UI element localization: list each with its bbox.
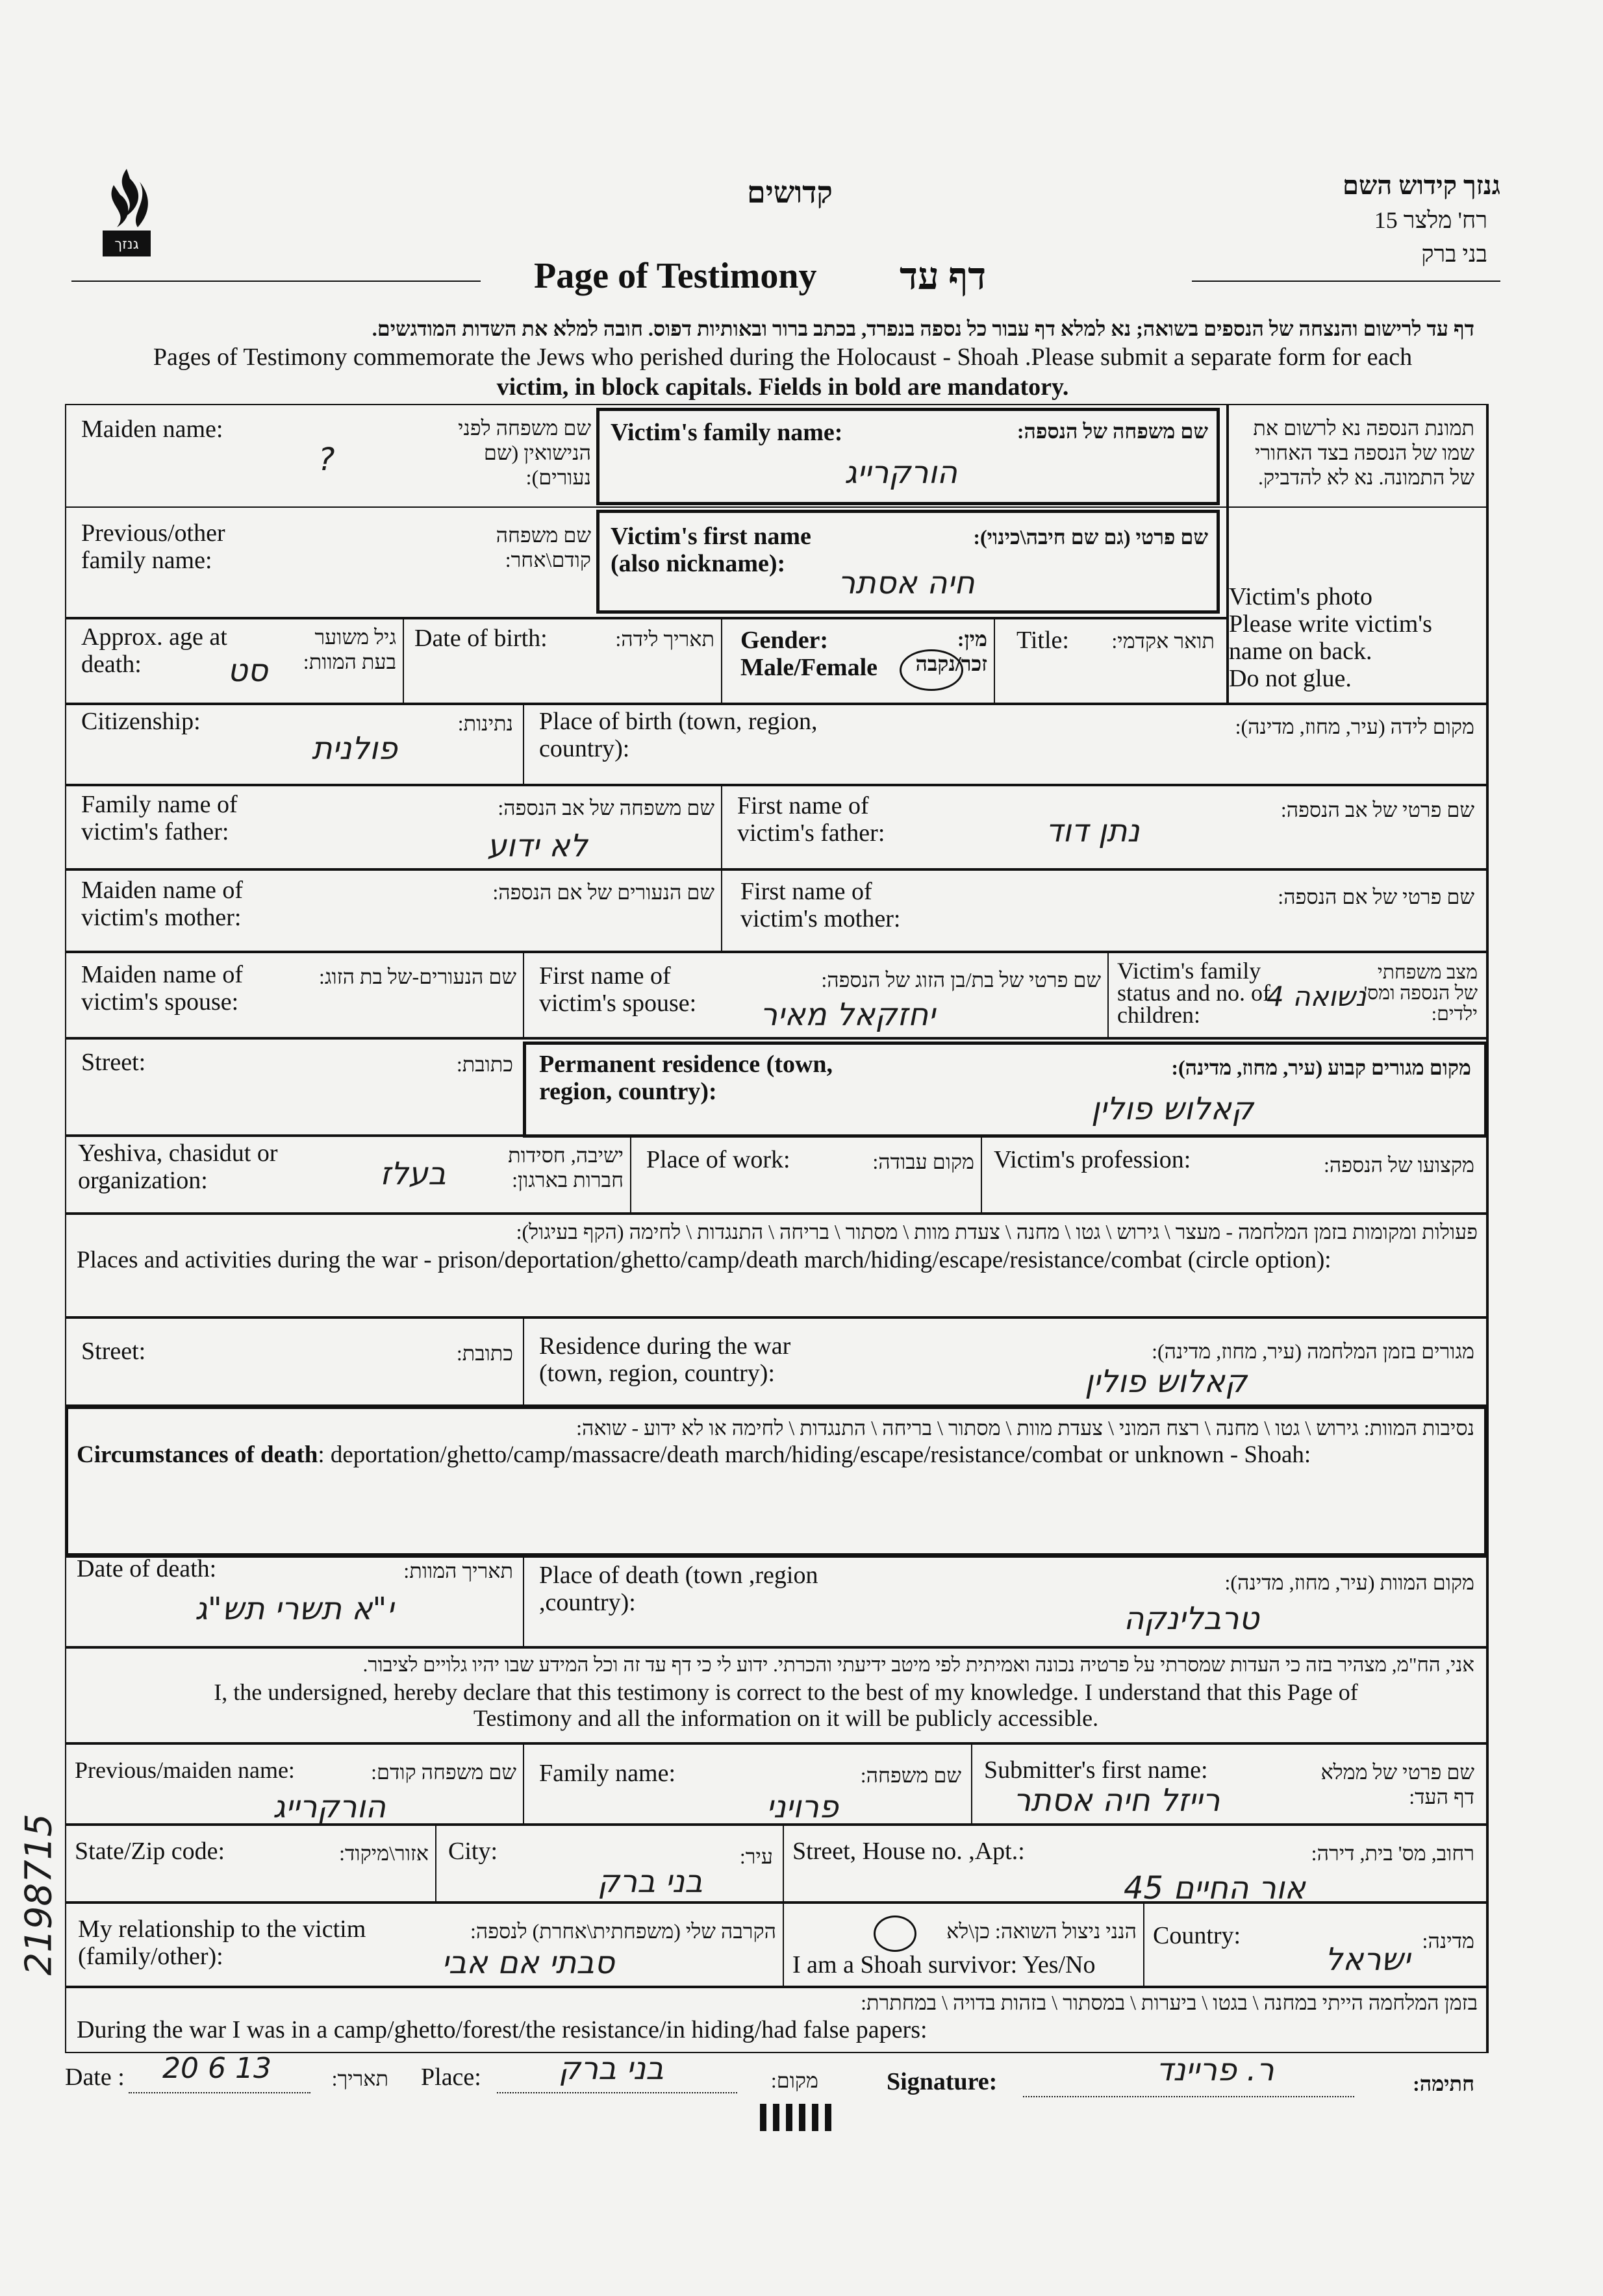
mother-maiden-label: Maiden name of victim's mother: <box>81 877 244 931</box>
barcode-mark <box>760 2104 831 2131</box>
sub-first-label: Submitter's first name: <box>984 1756 1208 1784</box>
address-value: אור החיים 45 <box>1124 1870 1306 1906</box>
yeshiva-value: בעלז <box>380 1156 446 1192</box>
prev-family-label-he: שם משפחה קודם\אחר: <box>496 523 591 571</box>
date-value: 20 6 13 <box>162 2052 271 2085</box>
relationship-label: My relationship to the victim (family/other): <box>78 1915 366 1970</box>
maiden-label: Maiden name: <box>81 416 223 443</box>
maiden-label-he: שם משפחה לפני הנישואין (שם נעורים): <box>458 416 591 489</box>
status-value: נשואה 4 <box>1267 980 1367 1012</box>
mother-first-label: First name of victim's mother: <box>740 878 901 932</box>
war-street-label: Street: <box>81 1338 146 1365</box>
war-residence-value: קאלוש פולין <box>1085 1364 1247 1400</box>
photo-instructions-he: תמונת הנספה נא לרשום את שמו של הנספה בצד האחורי של התמונה. נא לא להדביק. <box>1253 416 1474 489</box>
org-name: גנזך קידוש השם <box>1343 171 1500 200</box>
perm-residence-value: קאלוש פולין <box>1091 1091 1254 1127</box>
during-war-he: בזמן המלחמה הייתי במחנה \ בגטו \ ביערות \ במסתור \ בזהות בדויה \ במחתרת: <box>861 1991 1478 2014</box>
logo-flame-icon <box>97 166 156 263</box>
sub-prev-label-he: שם משפחה קודם: <box>371 1760 516 1784</box>
photo-label-2: Please write victim's <box>1229 610 1432 638</box>
sub-prev-label: Previous/maiden name: <box>75 1757 295 1783</box>
war-residence-label: Residence during the war (town, region, country): <box>539 1332 791 1387</box>
intro-he: דף עד לרישום והנצחה של הנספים בשואה; נא למלא דף עבור כל נספה בנפרד, בכתב ברור ובאותיות דפוס. חובה למלא את השדות המודגשים. <box>372 317 1474 340</box>
page-title: Page of Testimony <box>534 256 817 296</box>
mother-maiden-label-he: שם הנעורים של אם הנספה: <box>492 880 714 904</box>
circumstances-en: Circumstances of death: deportation/ghetto/camp/massacre/death march/hiding/escape/resistance/combat or unknown - Shoah: <box>77 1441 1311 1468</box>
maiden-value: ? <box>318 442 335 478</box>
country-label: Country: <box>1153 1922 1241 1949</box>
gender-label: Gender: Male/Female <box>740 627 878 681</box>
survivor-circle <box>874 1915 916 1952</box>
places-war-en: Places and activities during the war - prison/deportation/ghetto/camp/death march/hiding/escape/resistance/combat (circle option): <box>77 1247 1332 1273</box>
declaration-he: אני, הח"מ, מצהיר בזה כי העדות שמסרתי על פרטיה נכונה ואמיתית לפי מיטב ידיעתי והכרתי. ידוע לי כי דף עד זה וכל המידע שבו יהיו גלויים לציבור. <box>362 1653 1474 1676</box>
perm-residence-label: Permanent residence (town, region, country): <box>539 1051 833 1105</box>
dod-label: Date of death: <box>77 1555 217 1582</box>
signature-value: ר. פריינד <box>1156 2052 1274 2088</box>
status-label-he: מצב משפחתי של הנספה ומס' ילדים: <box>1363 962 1478 1025</box>
father-family-label: Family name of victim's father: <box>81 791 238 845</box>
father-first-value: נתן דוד <box>1046 813 1140 849</box>
svg-text:גנזך: גנזך <box>114 236 139 253</box>
mother-first-label-he: שם פרטי של אם הנספה: <box>1278 885 1474 908</box>
work-label-he: מקום עבודה: <box>872 1150 974 1173</box>
family-label-he: שם משפחה של הנספה: <box>1016 419 1208 443</box>
sub-prev-value: הורקרייג <box>273 1789 386 1825</box>
first-name-value: חיה אסתר <box>838 565 975 601</box>
age-label: Approx. age at death: <box>81 623 227 678</box>
zip-label: State/Zip code: <box>75 1838 225 1865</box>
page-title-he: דף עד <box>900 255 987 297</box>
spouse-maiden-label-he: שם הנעורים-של בת הזוג: <box>319 965 516 988</box>
war-street-label-he: כתובת: <box>456 1341 513 1365</box>
country-value: ישראל <box>1325 1941 1411 1978</box>
survivor-label: I am a Shoah survivor: Yes/No <box>792 1951 1096 1978</box>
pod-label: Place of death (town ,region ,country): <box>539 1562 818 1616</box>
intro-en-1: Pages of Testimony commemorate the Jews who perished during the Holocaust - Shoah .Please submit a separate form for each <box>153 343 1413 371</box>
yeshiva-label: Yeshiva, chasidut or organization: <box>78 1140 278 1194</box>
address-label: Street, House no. ,Apt.: <box>792 1838 1025 1865</box>
citizenship-value: פולנית <box>312 730 398 767</box>
city-label: City: <box>448 1838 498 1865</box>
city-value: בני ברק <box>598 1864 703 1900</box>
country-label-he: מדינה: <box>1422 1929 1474 1953</box>
signature-label: Signature: <box>887 2068 998 2095</box>
father-family-label-he: שם משפחה של אב הנספה: <box>498 796 714 819</box>
citizenship-label: Citizenship: <box>81 708 201 735</box>
status-label: Victim's family status and no. of children: <box>1117 958 1270 1028</box>
date-label: Date : <box>65 2064 125 2091</box>
pob-label: Place of birth (town, region, country): <box>539 708 818 762</box>
yeshiva-label-he: ישיבה, חסידות חברות בארגון: <box>508 1143 624 1192</box>
survivor-label-he: הנני ניצול השואה: כן\לא <box>946 1919 1137 1943</box>
work-label: Place of work: <box>646 1146 790 1173</box>
relationship-label-he: הקרבה שלי (משפחתית\אחרת) לנספה: <box>470 1919 776 1943</box>
father-family-value: לא ידוע <box>487 828 588 864</box>
profession-label-he: מקצועו של הנספה: <box>1323 1153 1474 1177</box>
sub-family-label-he: שם משפחה: <box>860 1764 961 1787</box>
spouse-first-label: First name of victim's spouse: <box>539 962 697 1017</box>
gender-circle <box>900 649 963 691</box>
declaration-en-1: I, the undersigned, hereby declare that this testimony is correct to the best of my knowledge. I understand that this Page of <box>214 1679 1358 1705</box>
dob-label: Date of birth: <box>414 625 548 652</box>
spouse-maiden-label: Maiden name of victim's spouse: <box>81 961 244 1016</box>
family-value: הורקרייג <box>844 455 957 491</box>
places-war-he: פעולות ומקומות בזמן המלחמה - מעצר \ גירוש \ גטו \ מחנה \ צעדת מוות \ מסתור \ בריחה \ התנגדות \ לחימה (הקף בעיגול): <box>516 1220 1478 1243</box>
org-address-2: בני ברק <box>1421 241 1487 267</box>
place-label-he: מקום: <box>770 2069 818 2092</box>
title-label-he: תואר אקדמי: <box>1111 629 1215 653</box>
photo-label-4: Do not glue. <box>1229 665 1352 692</box>
pod-label-he: מקום המוות (עיר, מחוז, מדינה): <box>1224 1571 1474 1594</box>
age-label-he: גיל משוער בעת המוות: <box>303 625 396 673</box>
sub-first-label-he: שם פרטי של ממלא דף העד: <box>1320 1760 1474 1808</box>
sub-first-value: רייזל חיה אסתר <box>1013 1782 1220 1819</box>
address-label-he: רחוב, מס' בית, דירה: <box>1311 1841 1474 1865</box>
perm-residence-label-he: מקום מגורים קבוע (עיר, מחוז, מדינה): <box>1171 1056 1471 1079</box>
city-label-he: עיר: <box>739 1845 773 1868</box>
relationship-value: סבתי אם אבי <box>442 1945 615 1981</box>
family-label: Victim's family name: <box>611 419 843 446</box>
first-name-label: Victim's first name (also nickname): <box>611 523 811 577</box>
spouse-first-label-he: שם פרטי של בת/בן הזוג של הנספה: <box>821 968 1101 992</box>
intro-en-2: victim, in block capitals. Fields in bold are mandatory. <box>496 373 1069 401</box>
street-label-he: כתובת: <box>456 1053 513 1076</box>
pob-label-he: מקום לידה (עיר, מחוז, מדינה): <box>1235 715 1474 738</box>
pod-value: טרבלינקה <box>1124 1601 1259 1637</box>
circumstances-he: נסיבות המוות: גירוש \ גטו \ מחנה \ רצח המוני \ צעדת מוות \ מסתור \ בריחה \ התנגדות \ לחימה או לא ידוע - שואה: <box>576 1416 1474 1440</box>
sub-family-label: Family name: <box>539 1760 676 1787</box>
logo <box>97 166 156 263</box>
photo-label-1: Victim's photo <box>1229 583 1372 610</box>
spouse-first-value: יחזקאל מאיר <box>760 997 935 1033</box>
during-war-en: During the war I was in a camp/ghetto/forest/the resistance/in hiding/had false papers: <box>77 2016 928 2043</box>
photo-label-3: name on back. <box>1229 638 1372 665</box>
war-residence-label-he: מגורים בזמן המלחמה (עיר, מחוז, מדינה): <box>1152 1340 1474 1363</box>
signature-label-he: חתימה: <box>1413 2072 1474 2095</box>
first-name-label-he: שם פרטי (גם שם חיבה\כינוי): <box>973 525 1208 549</box>
declaration-en-2: Testimony and all the information on it will be publicly accessible. <box>473 1705 1099 1731</box>
age-value: סט <box>227 653 268 689</box>
zip-label-he: אזור\מיקוד: <box>339 1841 429 1865</box>
place-value: בני ברק <box>559 2051 664 2087</box>
father-first-label-he: שם פרטי של אב הנספה: <box>1280 798 1474 821</box>
place-label: Place: <box>421 2064 481 2091</box>
org-address-1: רח' מלצר 15 <box>1374 207 1487 233</box>
sub-family-value: פרויני <box>766 1789 839 1825</box>
kedoshim-heading: קדושים <box>747 176 833 209</box>
side-number: 2198715 <box>18 1814 60 1976</box>
profession-label: Victim's profession: <box>994 1146 1191 1173</box>
citizenship-label-he: נתינות: <box>457 712 513 735</box>
father-first-label: First name of victim's father: <box>737 792 885 847</box>
prev-family-label: Previous/other family name: <box>81 519 225 574</box>
street-label: Street: <box>81 1049 146 1076</box>
gender-label-he: מין: זכר/נקבה <box>915 627 987 675</box>
date-label-he: תאריך: <box>331 2067 388 2090</box>
dod-label-he: תאריך המוות: <box>403 1559 513 1582</box>
title-label: Title: <box>1016 627 1069 654</box>
dod-value: י"א תשרי תש"ג <box>195 1591 394 1627</box>
dob-label-he: תאריך לידה: <box>615 627 714 651</box>
